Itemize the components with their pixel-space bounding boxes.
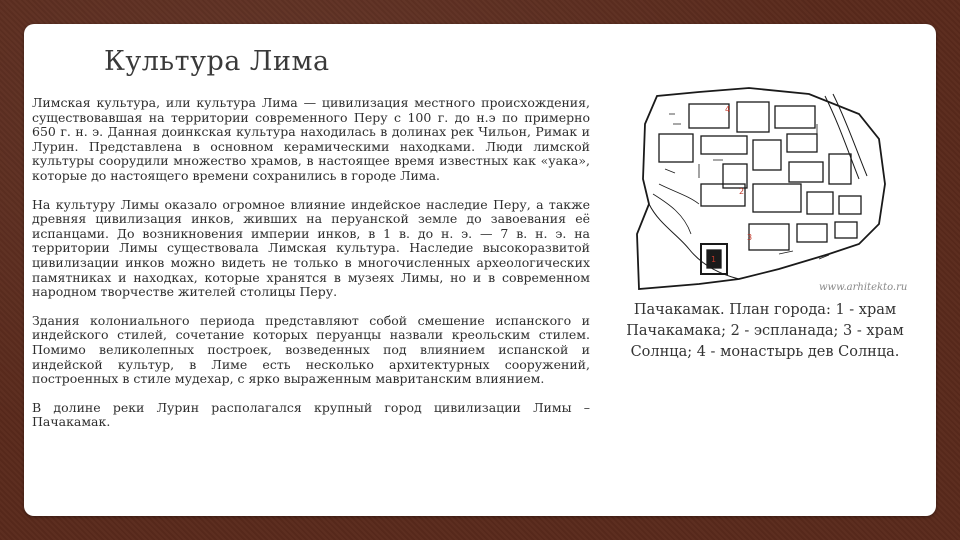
paragraph-3: Здания колониального периода представляют собой смешение испанского и индейского стилей, сочетание которых перуанцы назвали креольским стилем. Помимо великолепных построек, возведенных под влиянием испанской и индейской культур, в Лиме есть несколько архитектурных сооружений, построенных в стиле мудехар, с ярко выраженным мавританским влиянием. xyxy=(32,312,590,387)
body-text xyxy=(32,96,590,444)
label-4: 4 xyxy=(725,105,731,114)
label-2: 2 xyxy=(739,187,745,196)
image-caption: Пачакамак. План города: 1 - храм Пачакамака; 2 - эспланада; 3 - храм Солнца; 4 - монастырь дев Солнца. xyxy=(626,302,904,360)
slide-card xyxy=(24,24,936,516)
watermark: www.arhitekto.ru xyxy=(819,282,908,293)
city-plan-image xyxy=(629,84,908,296)
slide-title: Культура Лима xyxy=(104,46,330,77)
city-plan-drawing xyxy=(629,84,908,296)
label-1: 1 xyxy=(711,255,717,264)
paragraph-2: На культуру Лимы оказало огромное влияние индейское наследие Перу, а также древняя цивилизация инков, живших на перуанской земле до завоевания её испанцами. До возникновения империи инков, в 1 в. до н. э. — 7 в. н. э. на территории Лимы существовала Лимская культура. Наследие высокоразвитой цивилизации инков можно видеть не только в многочисленных археологических памятниках и находках, которые хранятся в музеях Лимы, но и в современном народном творчестве жителей столицы Перу. xyxy=(32,196,590,300)
paragraph-1: Лимская культура, или культура Лима — цивилизация местного происхождения, существовавшая на территории современного Перу с 100 г. до н.э по примерно 650 г. н. э. Данная доинкская культура находилась в долинах рек Чильон, Римак и Лурин. Представлена в основном керамическими находками. Люди лимской культуры соорудили множество храмов, в настоящее время известных как «уака», которые до настоящего времени сохранились в городе Лима. xyxy=(32,95,590,183)
label-3: 3 xyxy=(747,233,753,242)
paragraph-4: В долине реки Лурин располагался крупный город цивилизации Лимы – Пачакамак. xyxy=(32,399,590,430)
